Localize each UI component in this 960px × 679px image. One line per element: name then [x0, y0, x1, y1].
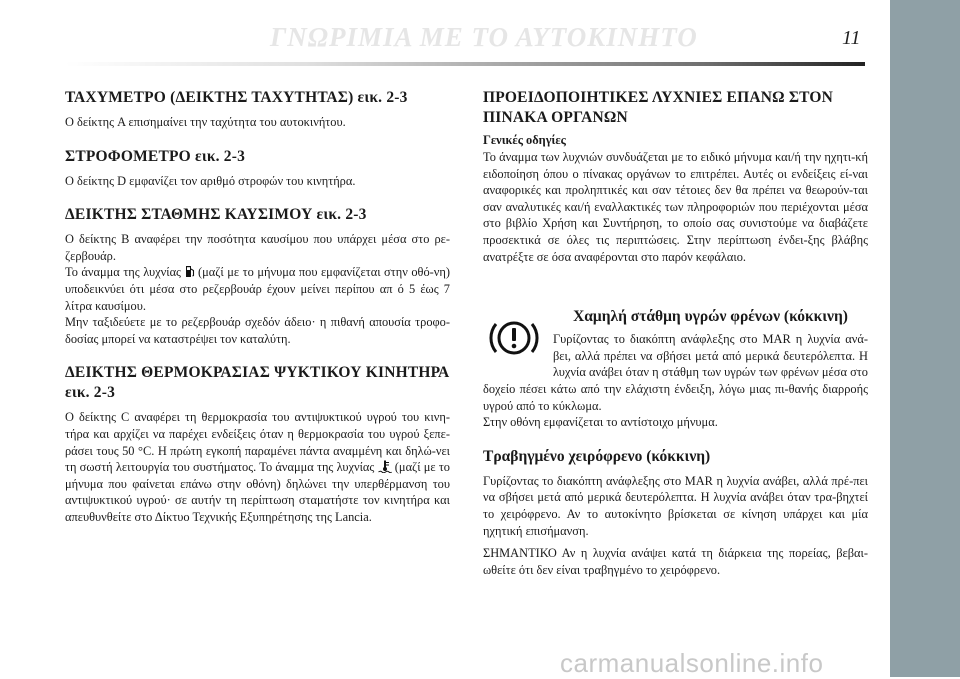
coolant-text [65, 409, 450, 525]
handbrake-text-1: Γυρίζοντας το διακόπτη ανάφλεξης στο MAR η λυχνία ανάβει, αλλά πρέ-πει να σβήσει μετά από μερικά δευτερόλεπτα. Η λυχνία ανάβει όταν τρα-βηχτεί το χειρόφρενο. Αν το αυτοκίνητο βρίσκεται σε κίνηση υπάρχει και μία ηχητική επισήμανση. [483, 473, 868, 538]
speedometer-text: Ο δείκτης A επισημαίνει την ταχύτητα του αυτοκινήτου. [65, 115, 346, 129]
page-header-title: ΓΝΩΡΙΜΙΑ ΜΕ ΤΟ ΑΥΤΟΚΙΝΗΤΟ [270, 22, 698, 52]
watermark-text: carmanualsonline.info [560, 648, 824, 678]
general-instructions-text: Το άναμμα των λυχνιών συνδυάζεται με το ειδικό μήνυμα και/ή την ηχητι-κή ειδοποίηση όπου ο πίνακας οργάνων το επιτρέπει. Αυτές οι ενδείξεις εί-ναι αναφορικές και προληπτικές και σαν τέτοιες δεν θα πρέπει να θεωρούν-ται σαν αναλυτικές και/ή εναλλακτικές των πληροφοριών που περιέχονται μέσα στο βιβλίο Χρήση και Συντήρηση, το οποίο σας συνιστούμε να διαβάζετε προσεκτικά σε όλες τις περιπτώσεις. Στην περίπτωση ένδει-ξης βλάβης ανατρέξτε σε όσα αναφέρονται στο παρόν κεφάλαιο. [483, 150, 868, 264]
handbrake-section [483, 447, 868, 579]
fuel-gauge-section [65, 205, 450, 347]
fuel-pump-icon [185, 265, 195, 278]
header-divider [65, 62, 865, 66]
brake-warning-icon [483, 313, 545, 363]
brake-fluid-heading: Χαμηλή στάθμη υγρών φρένων (κόκκινη) [573, 308, 848, 326]
handbrake-heading: Τραβηγμένο χειρόφρενο (κόκκινη) [483, 447, 711, 465]
coolant-heading: ΔΕΙΚΤΗΣ ΘΕΡΜΟΚΡΑΣΙΑΣ ΨΥΚΤΙΚΟΥ ΚΙΝΗΤΗΡΑ εικ. 2-3 [65, 364, 449, 402]
tachometer-heading: ΣΤΡΟΦΟΜΕΤΡΟ εικ. 2-3 [65, 147, 246, 165]
fuel-text-before: Το άναμμα της λυχνίας [65, 265, 181, 280]
fuel-text-after: (μαζί με το μήνυμα που εμφανίζεται στην οθό-νη) υποδεικνύει ότι μέσα στο ρεζερβουάρ έχουν μείνει περίπου απ ό 5 έως 7 λίτρα καυσίμου. [65, 265, 450, 313]
fuel-gauge-text-3: Μην ταξιδεύετε με το ρεζερβουάρ σχεδόν άδειο· η πιθανή απουσία τροφο-δοσίας μπορεί να καταστρέψει τον καταλύτη. [65, 315, 450, 346]
tachometer-text: Ο δείκτης D εμφανίζει τον αριθμό στροφών του κινητήρα. [65, 173, 356, 188]
side-tab [890, 0, 960, 677]
left-column [65, 88, 450, 542]
warning-lights-heading: ΠΡΟΕΙΔΟΠΟΙΗΤΙΚΕΣ ΛΥΧΝΙΕΣ ΕΠΑΝΩ ΣΤΟΝ ΠΙΝΑΚΑ ΟΡΓΑΝΩΝ [483, 89, 834, 126]
brake-fluid-text-1: Γυρίζοντας το διακόπτη ανάφλεξης στο MAR η λυχνία ανά-βει, αλλά πρέπει να σβήσει μετά από μερικά δευτερόλεπτα. Η λυχνία ανάβει όταν η στάθμη των υγρών των φρένων μέσα στο δοχείο πέσει κάτω από την ελάχιστη ένδειξη, λόγω μιας πι-θανής διαρροής υγρού από το κύκλωμα. [483, 332, 868, 413]
coolant-temperature-icon [378, 460, 392, 473]
coolant-text-before: Ο δείκτης C αναφέρει τη θερμοκρασία του αντιψυκτικού υγρού του κινη-τήρα και αρχίζει να παρέχει ενδείξεις όταν η θερμοκρασία του υγρού ξεπε-ράσει τους 50 °C. Η πρώτη εγκοπή παραμένει πάντα αναμμένη και δηλώ-νει τη σωστή λειτουργία του συστήματος. Το άναμμα της λυχνίας [65, 410, 450, 475]
brake-fluid-text-2: Στην οθόνη εμφανίζεται το αντίστοιχο μήνυμα. [483, 415, 718, 430]
handbrake-text-2: ΣΗΜΑΝΤΙΚΟ Αν η λυχνία ανάψει κατά τη διάρκεια της πορείας, βεβαι-ωθείτε ότι δεν είναι τραβηγμένο το χειρόφρενο. [483, 546, 868, 577]
fuel-gauge-text-1: Ο δείκτης B αναφέρει την ποσότητα καυσίμου που υπάρχει μέσα στο ρε-ζερβουάρ. [65, 232, 450, 263]
speedometer-heading: ΤΑΧΥΜΕΤΡΟ (ΔΕΙΚΤΗΣ ΤΑΧΥΤΗΤΑΣ) εικ. 2-3 [65, 89, 408, 106]
general-instructions-subheading: Γενικές οδηγίες [483, 133, 566, 147]
speedometer-section [65, 88, 450, 131]
fuel-gauge-text-2 [65, 264, 450, 314]
fuel-gauge-heading: ΔΕΙΚΤΗΣ ΣΤΑΘΜΗΣ ΚΑΥΣΙΜΟΥ εικ. 2-3 [65, 206, 367, 224]
tachometer-section [65, 147, 450, 190]
coolant-section [65, 363, 450, 525]
right-column [483, 88, 868, 578]
coolant-text-after: (μαζί με το μήνυμα που φαίνεται επάνω στην οθόνη) δηλώνει την υπερθέρμανση του αντιψυκτικού υγρού· σε αυτήν τη περίπτωση σταματήστε τον κινητήρα και απευθυνθείτε στο Δίκτυο Τεχνικής Εξυπηρέτησης της Lancia. [65, 460, 450, 524]
page-number: 11 [842, 27, 861, 49]
brake-fluid-section [483, 307, 868, 431]
